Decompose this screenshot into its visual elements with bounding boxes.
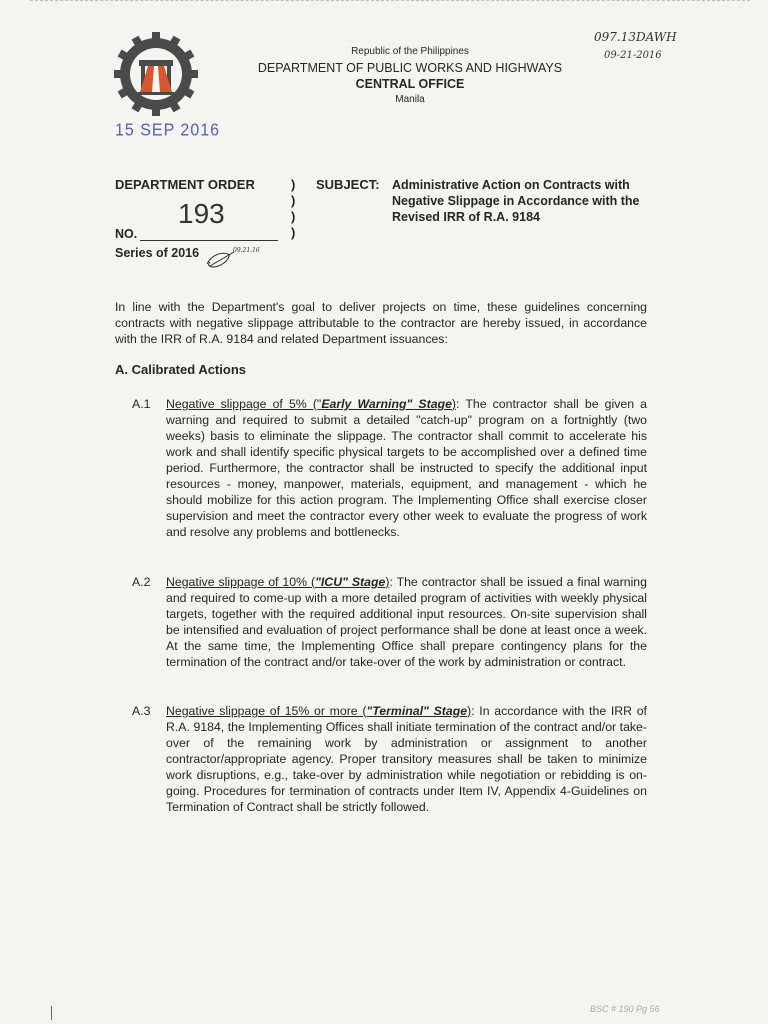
- dpwh-seal-icon: [112, 30, 200, 118]
- letterhead: [230, 44, 590, 108]
- item-stage: "ICU" Stage: [315, 575, 386, 589]
- item-stage: "Terminal" Stage: [366, 704, 468, 718]
- footer-note: BSC # 190 Pg 56: [590, 1004, 660, 1014]
- subject-text: Administrative Action on Contracts with Negative Slippage in Accordance with the Revised IRR of R.A. 9184: [392, 178, 640, 224]
- handwritten-ref-date: 09-21-2016: [604, 50, 662, 61]
- item-lead-end: ): [467, 704, 472, 718]
- item-a1: [132, 396, 647, 540]
- intro-paragraph: In line with the Department's goal to deliver projects on time, these guidelines concerning contracts with negative slippage attributable to the contractor are hereby issued, in accordance with the IRR of R.A. 9184 and related Department issuances:: [115, 300, 647, 346]
- item-a3: [132, 703, 647, 815]
- order-number-line: [140, 240, 278, 241]
- item-lead-end: ): [385, 575, 390, 589]
- item-text: : In accordance with the IRR of R.A. 9184, the Implementing Offices shall initiate termination of the contract and/or take-over of the remaining work by administration or assignment to another contractor/appropriate agency. Proper transitory measures shall be taken to minimize work disruptions, e.g., take-over by administration while negotiation or rebidding is on-going. Procedures for termination of contracts under Item IV, Appendix 4-Guidelines on Termination of Contract shall be strictly followed.: [166, 704, 647, 814]
- city-name: Manila: [395, 94, 425, 105]
- item-number: A.1: [132, 397, 151, 411]
- item-stage: Early Warning" Stage: [321, 397, 452, 411]
- item-text: : The contractor shall be given a warning and required to submit a detailed "catch-up" program on a fortnightly (two weeks) basis to eliminate the slippage. The contractor shall commit to accelerate his work and shall identify specific physical targets to be accomplished over a defined time period. Furthermore, the contractor shall be instructed to specify the additional input resources - money, manpower, materials, equipment, and management - which he should mobilize for this action program. The Implementing Office shall exercise closer supervision and meet the contractor every other week to evaluate the progress of work and resolve any problems and bottlenecks.: [166, 397, 648, 539]
- item-lead: Negative slippage of 5% (": [166, 397, 322, 411]
- handwritten-ref-code: 097.13DAWH: [594, 30, 677, 44]
- office-name: CENTRAL OFFICE: [355, 77, 465, 91]
- received-stamp-date: 15 SEP 2016: [115, 121, 221, 140]
- item-number: A.2: [132, 575, 151, 589]
- order-brackets: ) ) ) ): [291, 177, 296, 240]
- order-series: Series of 2016: [115, 246, 200, 260]
- item-lead-end: ): [451, 397, 457, 411]
- item-a2: [132, 574, 647, 670]
- item-number: A.3: [132, 704, 151, 718]
- margin-mark: [51, 1006, 52, 1020]
- item-lead: Negative slippage of 10% (: [166, 575, 316, 589]
- item-lead: Negative slippage of 15% or more (: [166, 704, 367, 718]
- order-number: 193: [178, 198, 225, 229]
- subject-label: SUBJECT:: [316, 177, 380, 192]
- republic-line: Republic of the Philippines: [351, 46, 469, 57]
- handwritten-series-initials: 09.21.16: [233, 247, 260, 254]
- department-order-label: DEPARTMENT ORDER: [115, 177, 255, 192]
- page-top-edge: [30, 0, 750, 5]
- section-a-heading: A. Calibrated Actions: [115, 362, 246, 377]
- order-number-label: NO.: [115, 227, 138, 241]
- item-text: : The contractor shall be issued a final warning and required to come-up with a more detailed program of activities with weekly physical targets, together with the required additional input resources. On-site supervision shall be intensified and evaluation of project performance shall be done at least once a week. At the same time, the Implementing Office shall prepare contingency plans for the termination of the contract and/or take-over of the work by administration or contract.: [166, 575, 647, 669]
- department-name: DEPARTMENT OF PUBLIC WORKS AND HIGHWAYS: [257, 61, 563, 75]
